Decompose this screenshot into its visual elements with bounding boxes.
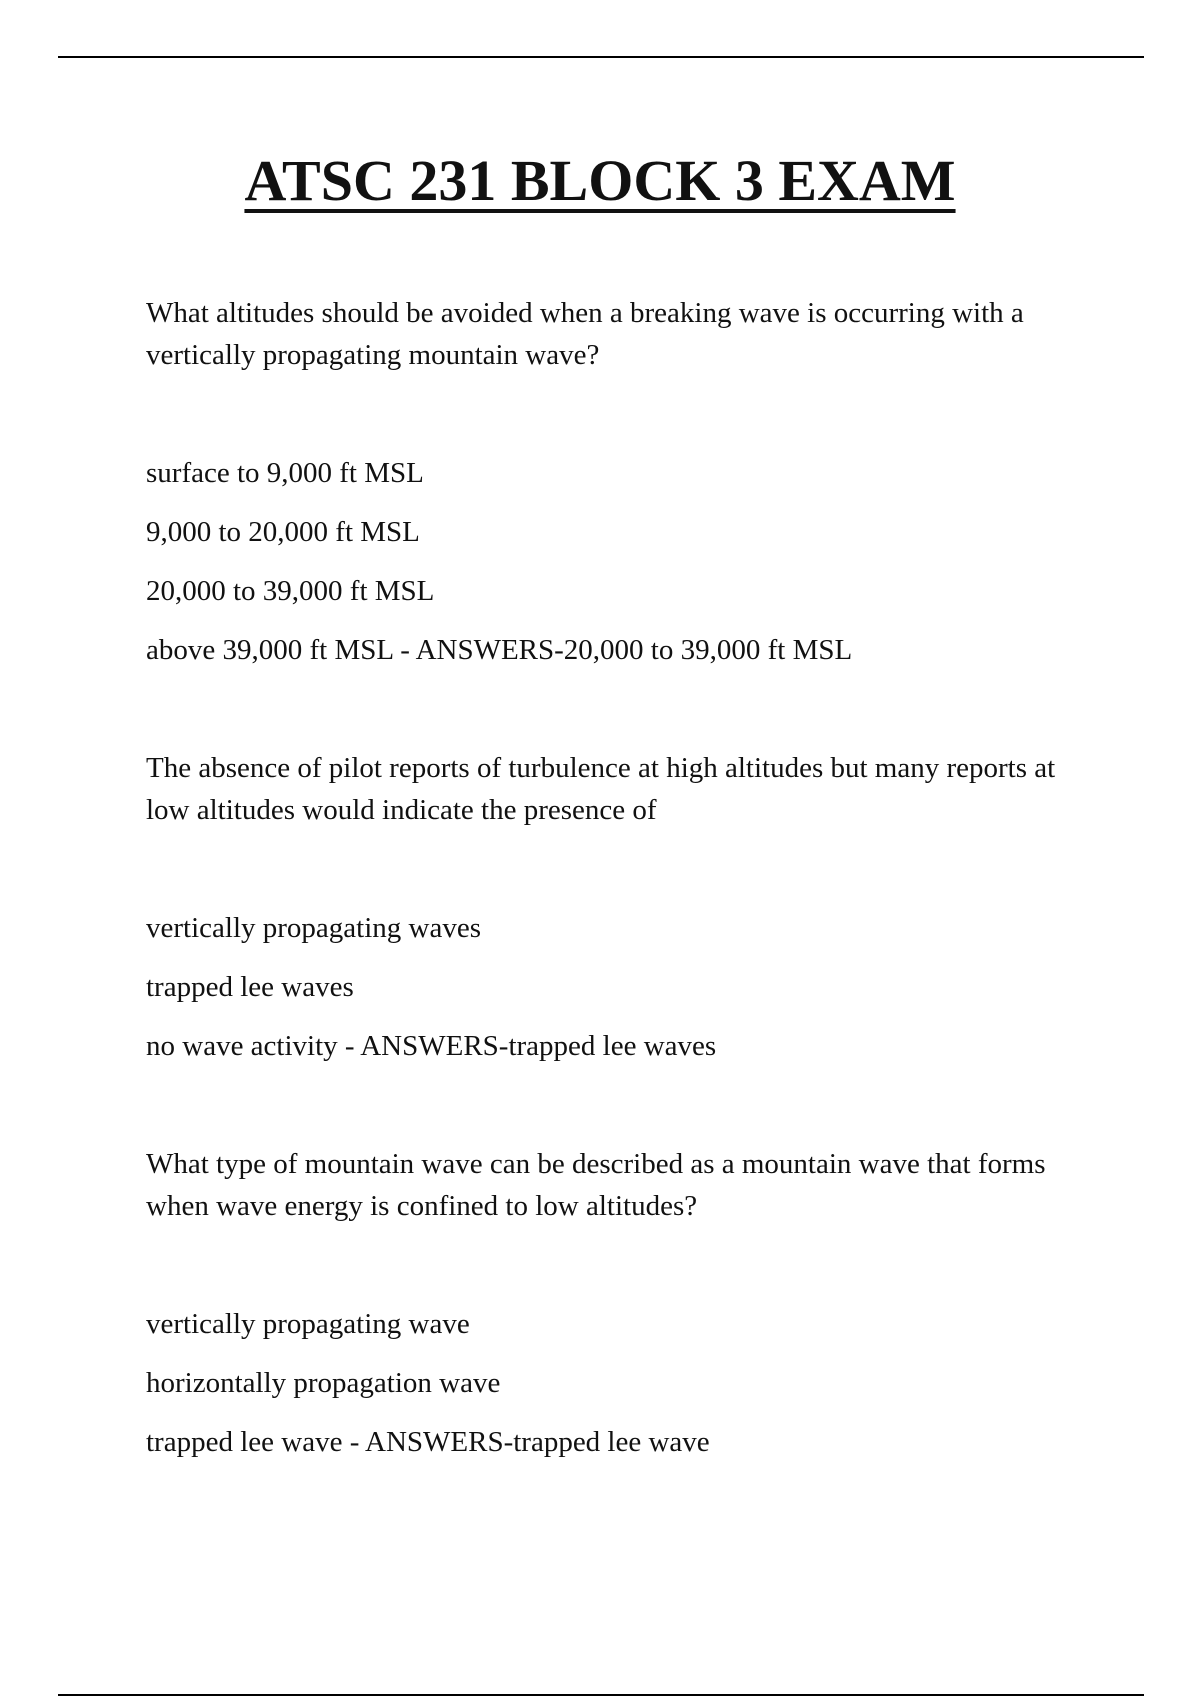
option-text: 20,000 to 39,000 ft MSL — [146, 575, 435, 607]
page-title-text: ATSC 231 BLOCK 3 EXAM — [244, 148, 956, 213]
answer-options — [146, 907, 1066, 1067]
option-text: vertically propagating waves — [146, 912, 481, 944]
question-block-2 — [146, 747, 1066, 1067]
bottom-rule — [58, 1694, 1144, 1696]
question-block-3 — [146, 1143, 1066, 1463]
option-text: 9,000 to 20,000 ft MSL — [146, 516, 420, 548]
question-block-1 — [146, 292, 1066, 671]
option-text: surface to 9,000 ft MSL — [146, 457, 424, 489]
option-text: trapped lee waves — [146, 971, 354, 1003]
top-rule — [58, 56, 1144, 58]
document-body — [146, 292, 1066, 1539]
option-text: vertically propagating wave — [146, 1308, 470, 1340]
question-text: What altitudes should be avoided when a breaking wave is occurring with a vertically propagating mountain wave? — [146, 297, 1024, 371]
option-text: trapped lee wave - ANSWERS-trapped lee wave — [146, 1426, 710, 1458]
option-text: no wave activity - ANSWERS-trapped lee waves — [146, 1030, 717, 1062]
option-text: horizontally propagation wave — [146, 1367, 501, 1399]
option-text: above 39,000 ft MSL - ANSWERS-20,000 to 39,000 ft MSL — [146, 634, 853, 666]
question-text: The absence of pilot reports of turbulence at high altitudes but many reports at low altitudes would indicate the presence of — [146, 752, 1056, 826]
question-text: What type of mountain wave can be described as a mountain wave that forms when wave energy is confined to low altitudes? — [146, 1148, 1046, 1222]
answer-options — [146, 452, 1066, 671]
page-title — [0, 146, 1200, 216]
answer-options — [146, 1303, 1066, 1463]
